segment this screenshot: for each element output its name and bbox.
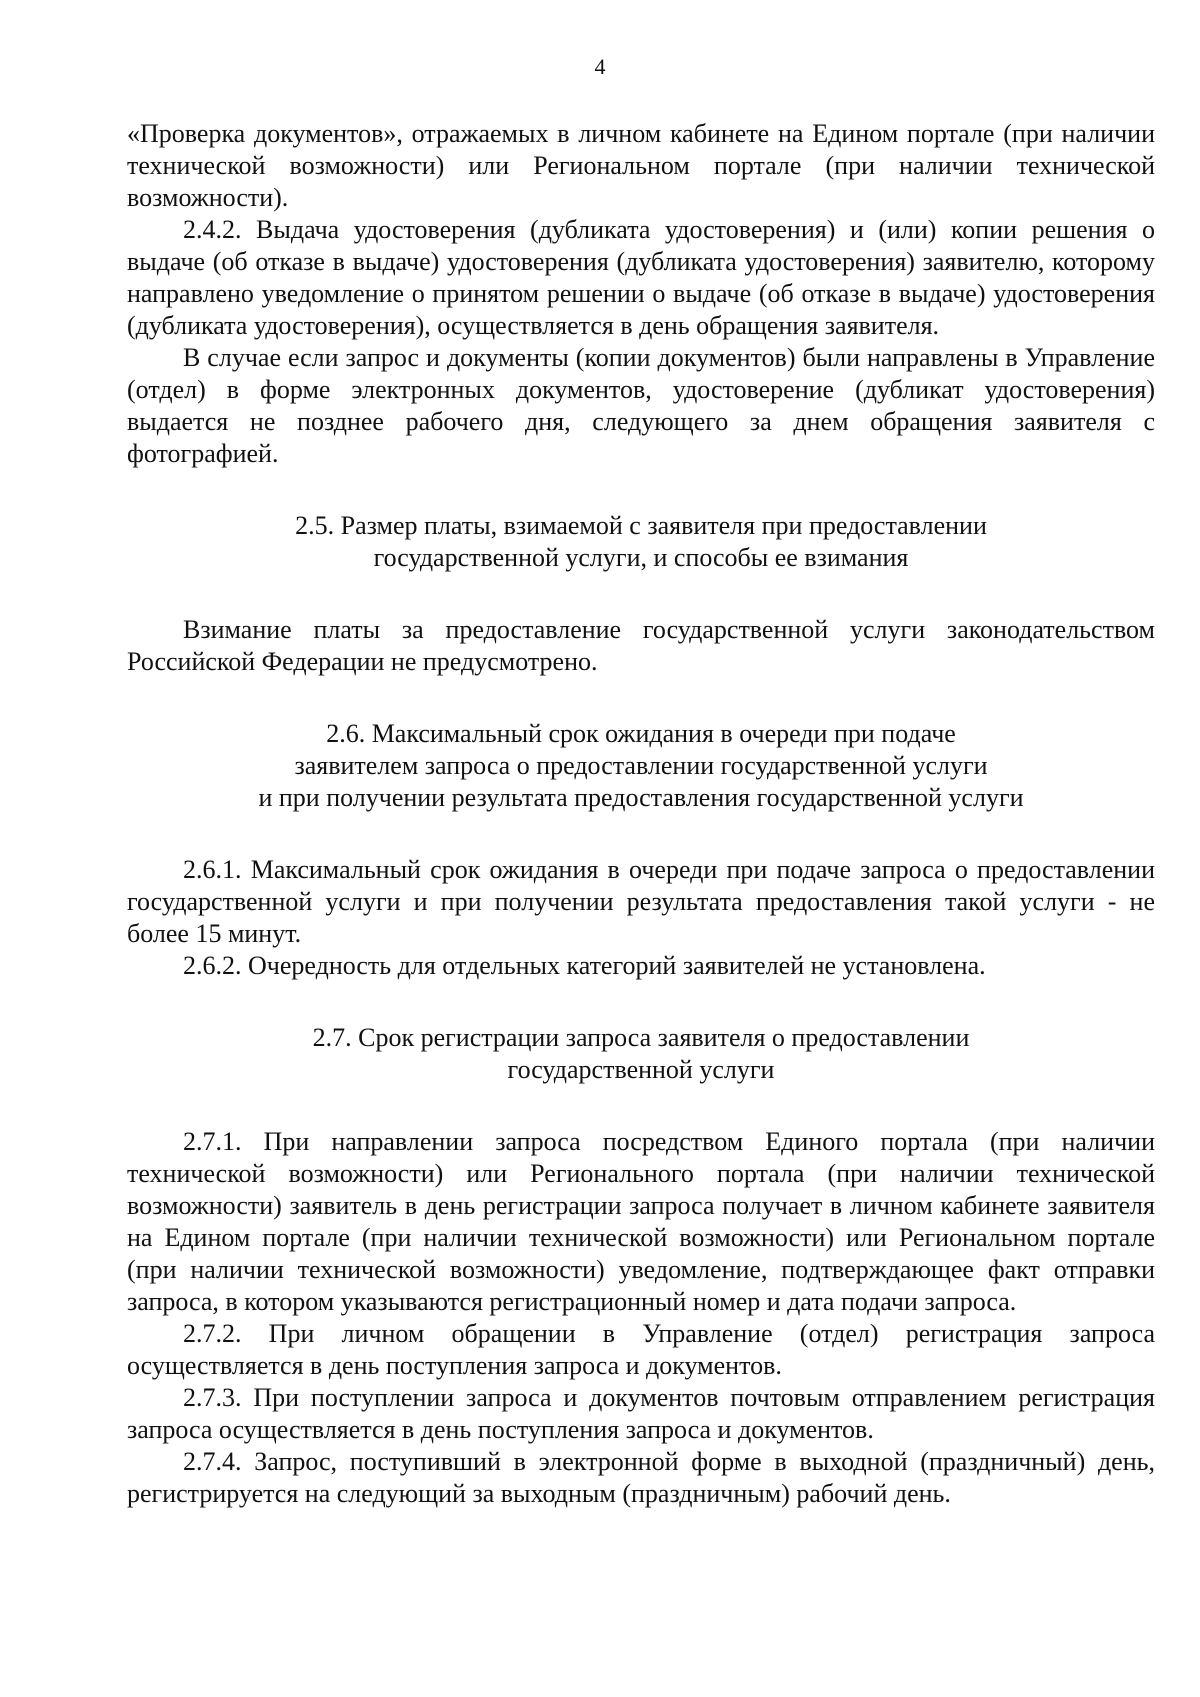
section-heading-2-6 [127,718,1155,814]
paragraph-2-7-1: 2.7.1. При направлении запроса посредством Единого портала (при наличии технической возможности) или Регионального портала (при наличии технической возможности) заявитель в день регистрации запроса получает в личном кабинете заявителя на Едином портале (при наличии технической возможности) или Региональном портале (при наличии технической возможности) уведомление, подтверждающее факт отправки запроса, в котором указываются регистрационный номер и дата подачи запроса. [127,1127,1155,1316]
paragraph-2-7-4: 2.7.4. Запрос, поступивший в электронной форме в выходной (праздничный) день, регистрируется на следующий за выходным (праздничным) рабочий день. [127,1447,1155,1508]
section-heading-2-7 [127,1022,1155,1086]
document-body [127,118,1155,1510]
paragraph-2-7-2: 2.7.2. При личном обращении в Управление (отдел) регистрация запроса осуществляется в день поступления запроса и документов. [127,1319,1155,1380]
page-number: 4 [594,54,606,79]
paragraph-fee: Взимание платы за предоставление государственной услуги законодательством Российской Федерации не предусмотрено. [127,615,1155,676]
paragraph-2-6-2: 2.6.2. Очередность для отдельных категорий заявителей не установлена. [183,951,986,980]
section-heading-2-5 [127,510,1155,574]
paragraph-2-6-1: 2.6.1. Максимальный срок ожидания в очереди при подаче запроса о предоставлении государственной услуги и при получении результата предоставления такой услуги - не более 15 минут. [127,855,1155,948]
paragraph-2-4-2: 2.4.2. Выдача удостоверения (дубликата удостоверения) и (или) копии решения о выдаче (об отказе в выдаче) удостоверения (дубликата удостоверения) заявителю, которому направлено уведомление о принятом решении о выдаче (об отказе в выдаче) удостоверения (дубликата удостоверения), осуществляется в день обращения заявителя. [127,215,1155,340]
heading-line: и при получении результата предоставления государственной услуги [258,783,1024,812]
paragraph-continuation: «Проверка документов», отражаемых в личном кабинете на Едином портале (при наличии технической возможности) или Региональном портале (при наличии технической возможности). [127,119,1155,212]
heading-line: государственной услуги [507,1055,775,1084]
heading-line: 2.7. Срок регистрации запроса заявителя о предоставлении [312,1023,970,1052]
paragraph-electronic-submission: В случае если запрос и документы (копии документов) были направлены в Управление (отдел) в форме электронных документов, удостоверение (дубликат удостоверения) выдается не позднее рабочего дня, следующего за днем обращения заявителя с фотографией. [127,343,1155,468]
heading-line: заявителем запроса о предоставлении государственной услуги [294,751,988,780]
heading-line: 2.5. Размер платы, взимаемой с заявителя при предоставлении [295,511,987,540]
heading-line: государственной услуги, и способы ее взимания [373,543,909,572]
paragraph-2-7-3: 2.7.3. При поступлении запроса и документов почтовым отправлением регистрация запроса осуществляется в день поступления запроса и документов. [127,1383,1155,1444]
heading-line: 2.6. Максимальный срок ожидания в очереди при подаче [326,719,956,748]
